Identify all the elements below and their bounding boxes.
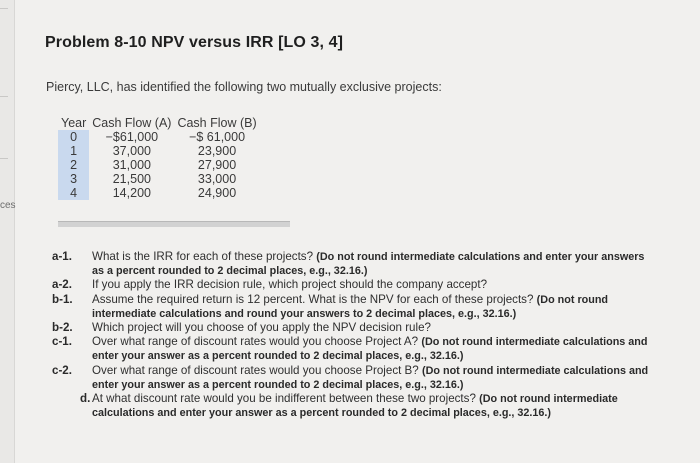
cash-flow-b-cell: −$ 61,000	[189, 130, 246, 144]
question-c1	[52, 335, 652, 363]
table-row	[58, 130, 260, 144]
problem-intro: Piercy, LLC, has identified the following two mutually exclusive projects:	[46, 80, 442, 94]
question-d	[52, 392, 652, 420]
year-cell: 1	[58, 144, 89, 158]
question-note: (Do not round intermediate calculations and round your answers to 2 decimal places, e.g., 32.16.)	[92, 293, 609, 320]
question-a2	[52, 278, 652, 292]
table-row	[58, 186, 260, 200]
cash-flow-b-cell: 33,000	[197, 172, 237, 186]
column-header: Cash Flow (A)	[92, 116, 172, 130]
question-note: (Do not round intermediate calculations and enter your answer as a percent rounded to 2 decimal places, e.g., 32.16.)	[92, 364, 649, 391]
question-label: c-2.	[52, 363, 72, 377]
problem-title: Problem 8-10 NPV versus IRR [LO 3, 4]	[45, 34, 344, 51]
column-header: Year	[61, 116, 87, 130]
year-cell: 0	[58, 130, 89, 144]
year-cell: 4	[58, 186, 89, 200]
table-header-row	[58, 116, 260, 130]
year-cell: 3	[58, 172, 89, 186]
question-text: Which project will you choose of you apply the NPV decision rule?	[92, 321, 431, 335]
cash-flow-a-cell: 14,200	[112, 186, 151, 200]
cash-flow-a-cell: 37,000	[112, 144, 151, 158]
question-label: b-1.	[52, 292, 73, 306]
cash-flow-b-cell: 24,900	[197, 186, 237, 200]
cash-flow-b-cell: 27,900	[197, 158, 237, 172]
question-text: At what discount rate would you be indifferent between these two projects?	[92, 392, 476, 406]
table-row	[58, 158, 260, 172]
question-text: Over what range of discount rates would you choose Project A?	[92, 335, 419, 349]
table-row	[58, 144, 260, 158]
question-c2	[52, 364, 652, 392]
question-label: a-1.	[52, 250, 72, 263]
year-cell: 2	[58, 158, 89, 172]
sidebar-divider	[0, 158, 8, 159]
cash-flow-table	[58, 116, 260, 200]
left-sidebar	[0, 0, 15, 463]
question-note: (Do not round intermediate calculations and enter your answer as a percent rounded to 2 decimal places, e.g., 32.16.)	[92, 393, 618, 420]
question-note: (Do not round intermediate calculations and enter your answer as a percent rounded to 2 decimal places, e.g., 32.16.)	[92, 336, 648, 363]
cash-flow-a-cell: 21,500	[112, 172, 151, 186]
question-label: a-2.	[52, 278, 72, 292]
question-text: Over what range of discount rates would you choose Project B?	[92, 363, 419, 377]
cash-flow-a-cell: −$61,000	[105, 130, 159, 144]
cash-flow-b-cell: 23,900	[197, 144, 237, 158]
table-bottom-rule	[58, 221, 290, 227]
table-row	[58, 172, 260, 186]
cash-flow-a-cell: 31,000	[112, 158, 151, 172]
question-label: b-2.	[52, 321, 73, 335]
question-list	[52, 250, 652, 420]
question-text: Assume the required return is 12 percent. What is the NPV for each of these projects?	[92, 292, 534, 306]
question-text: If you apply the IRR decision rule, which project should the company accept?	[92, 278, 488, 292]
question-b2	[52, 321, 652, 335]
column-header: Cash Flow (B)	[177, 116, 257, 130]
sidebar-divider	[0, 96, 8, 97]
question-text: What is the IRR for each of these projects?	[92, 250, 314, 263]
question-note: (Do not round intermediate calculations and enter your answers as a percent rounded to 2 decimal places, e.g., 32.16.)	[92, 251, 645, 278]
question-label: c-1.	[52, 335, 72, 349]
question-b1	[52, 293, 652, 321]
sidebar-divider	[0, 8, 8, 9]
question-a1	[52, 250, 652, 278]
question-label: d.	[80, 392, 91, 406]
sidebar-label[interactable]: ces	[0, 200, 16, 211]
